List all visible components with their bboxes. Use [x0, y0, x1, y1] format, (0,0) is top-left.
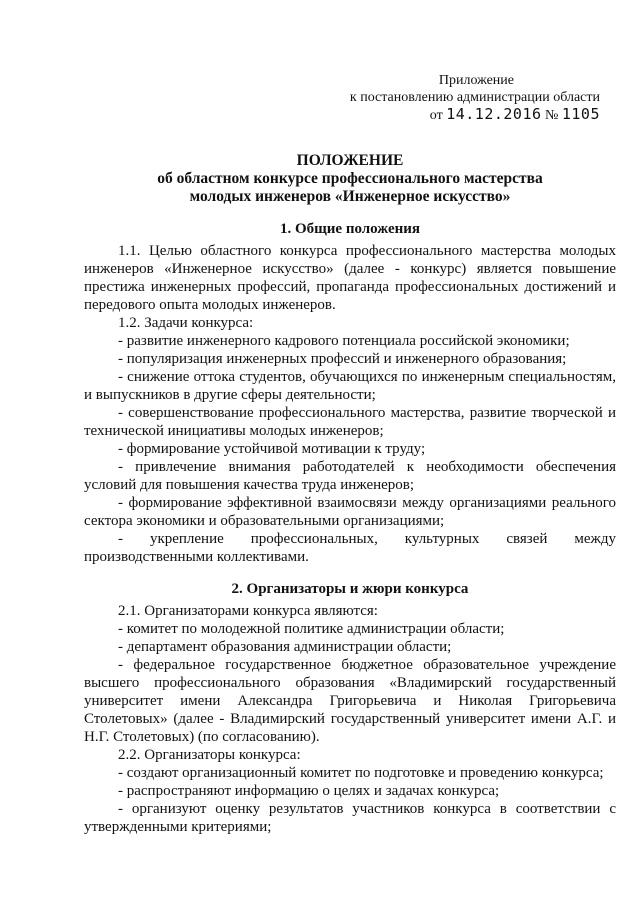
organizer-item: - федеральное государственное бюджетное образовательное учреждение высшего профессионального образования «Владимирский государственный университет имени Александра Григорьевича и Николая Григорьевича Столетовых» (далее - Владимирский государственный университет имени А.Г. и Н.Г. Столетовых) (по согласованию). — [84, 657, 616, 745]
appendix-label: Приложение — [438, 73, 514, 88]
task-item: - популяризация инженерных профессий и инженерного образования; — [118, 351, 567, 367]
appendix-date-line — [330, 106, 600, 124]
section2-paragraph-2-2: 2.2. Организаторы конкурса: — [118, 747, 301, 763]
appendix-number-sign: № — [545, 108, 559, 123]
organizer-item: - комитет по молодежной политике администрации области; — [118, 621, 505, 637]
document-subtitle-line1: об областном конкурсе профессионального мастерства — [157, 170, 543, 187]
task-item: - формирование устойчивой мотивации к труду; — [118, 441, 426, 457]
section2-heading: 2. Организаторы и жюри конкурса — [231, 581, 469, 597]
appendix-header — [330, 72, 600, 124]
duty-item: - организуют оценку результатов участников конкурса в соответствии с утвержденными критериями; — [84, 801, 616, 835]
task-item: - развитие инженерного кадрового потенциала российской экономики; — [118, 333, 570, 349]
appendix-date: 14.12.2016 — [446, 105, 542, 123]
task-item: - совершенствование профессионального мастерства, развитие творческой и технической инициативы молодых инженеров; — [84, 405, 616, 439]
organizer-item: - департамент образования администрации области; — [118, 639, 452, 655]
task-item: - привлечение внимания работодателей к необходимости обеспечения условий для повышения качества труда инженеров; — [84, 459, 616, 493]
appendix-from-word: от — [429, 108, 443, 123]
task-item: - снижение оттока студентов, обучающихся по инженерным специальностям, и выпускников в другие сферы деятельности; — [84, 369, 616, 403]
document-body — [84, 150, 616, 836]
appendix-decree-ref: к постановлению администрации области — [349, 90, 600, 105]
duty-item: - создают организационный комитет по подготовке и проведению конкурса; — [118, 765, 604, 781]
section1-heading: 1. Общие положения — [279, 221, 421, 237]
task-item: - формирование эффективной взаимосвязи между организациями реального сектора экономики и образовательными организациями; — [84, 495, 616, 529]
document-title: ПОЛОЖЕНИЕ — [296, 152, 404, 169]
appendix-number: 1105 — [561, 105, 600, 123]
section2-paragraph-2-1: 2.1. Организаторами конкурса являются: — [118, 603, 378, 619]
task-item: - укрепление профессиональных, культурных связей между производственными коллективами. — [84, 531, 616, 565]
section1-paragraph-1-1: 1.1. Целью областного конкурса профессионального мастерства молодых инженеров «Инженерное искусство» (далее - конкурс) является повышение престижа инженерных профессий, пропаганда профессиональных достижений и передового опыта молодых инженеров. — [84, 243, 616, 313]
section1-paragraph-1-2: 1.2. Задачи конкурса: — [118, 315, 254, 331]
duty-item: - распространяют информацию о целях и задачах конкурса; — [118, 783, 500, 799]
document-subtitle-line2: молодых инженеров «Инженерное искусство» — [189, 188, 511, 205]
